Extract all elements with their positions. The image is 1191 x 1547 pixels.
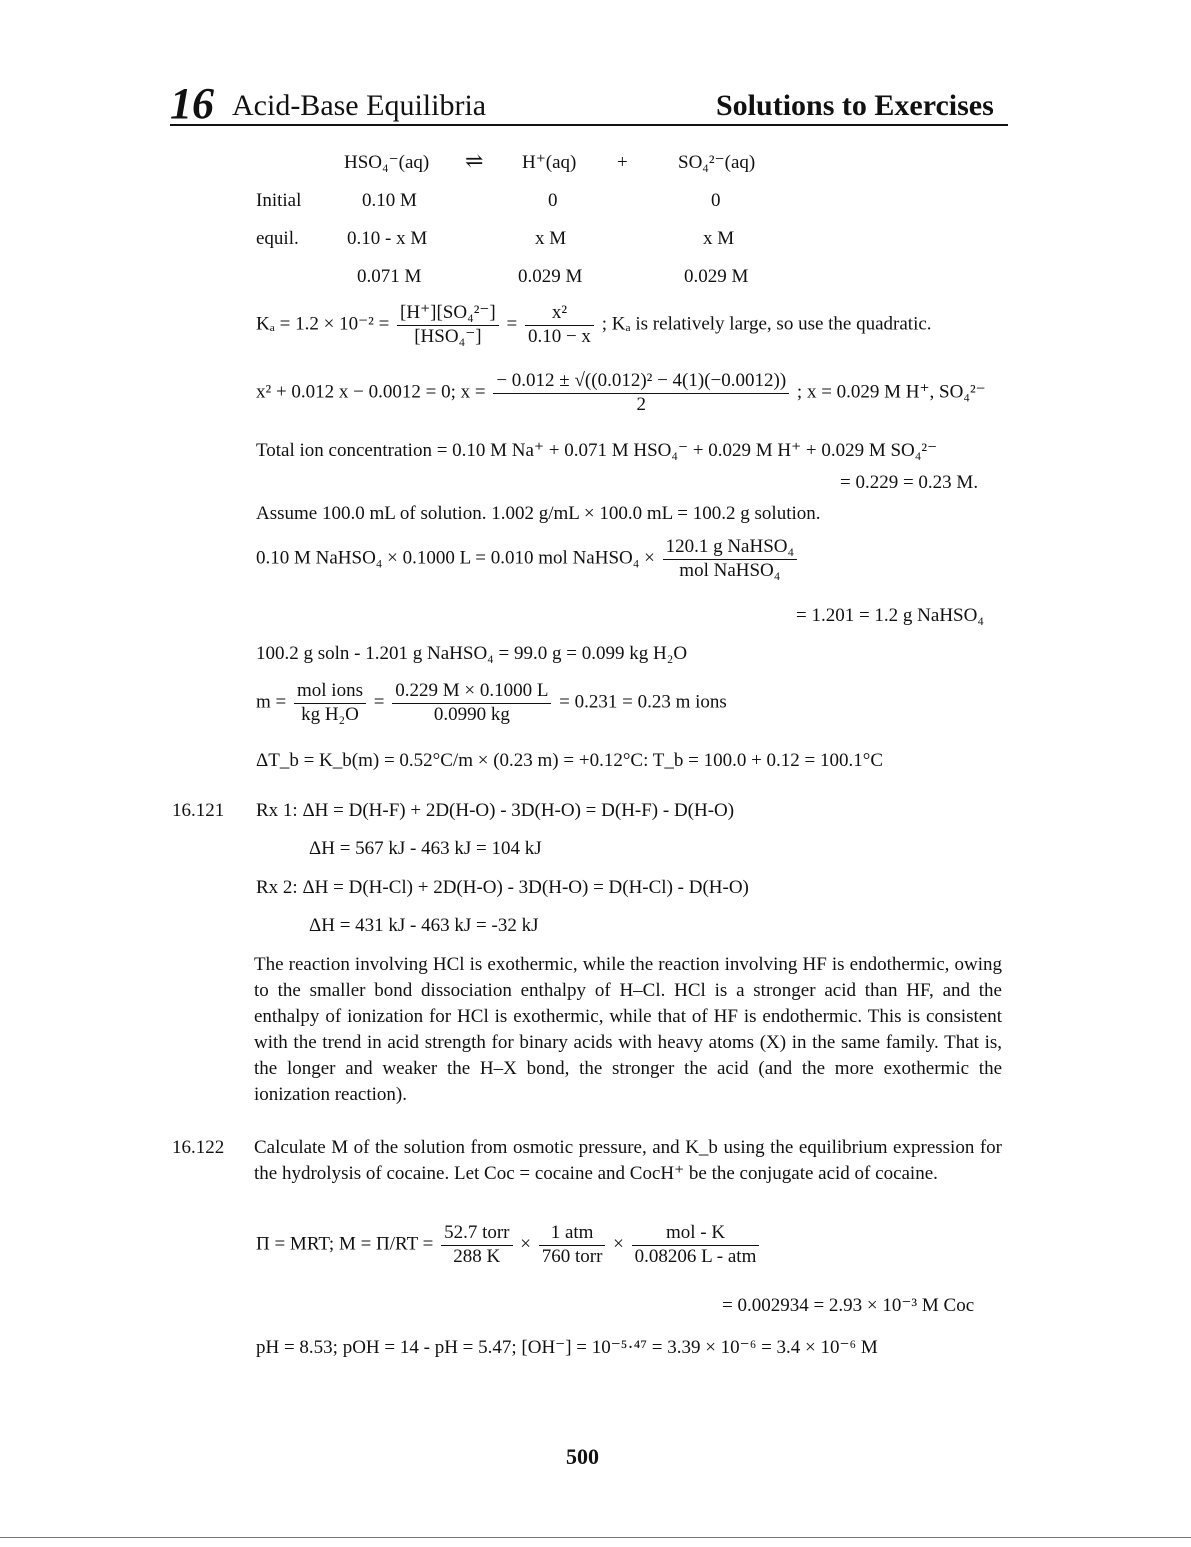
assume-line: Assume 100.0 mL of solution. 1.002 g/mL × 100.0 mL = 100.2 g solution. — [256, 503, 821, 524]
water-line: 100.2 g soln - 1.201 g NaHSO₄ = 99.0 g = 0.099 kg H₂O — [256, 643, 688, 664]
ka-tail: ; Kₐ is relatively large, so use the quadratic. — [601, 313, 932, 335]
osmotic-result: = 0.002934 = 2.93 × 10⁻³ M Coc — [722, 1295, 975, 1316]
quadratic-fraction: $\frac{\text{− 0.012 ± √((0.012)² − 4(1)(−0.0012))}}{2}$ — [493, 370, 789, 417]
table-cell: x M — [703, 228, 735, 249]
table-cell: x M — [535, 228, 567, 249]
rx2-line: Rx 2: ΔH = D(H-Cl) + 2D(H-O) - 3D(H-O) = D(H-Cl) - D(H-O) — [256, 877, 749, 898]
osmotic-fraction-2: $\frac{\text{1 atm}}{\text{760 torr}}$ — [539, 1222, 606, 1269]
ka-lhs: Kₐ = 1.2 × 10⁻² = — [256, 313, 390, 335]
exercise-number: 16.121 — [172, 800, 225, 821]
table-plus: + — [617, 152, 628, 173]
table-reactant: HSO₄⁻(aq) — [344, 152, 430, 173]
rx1-line: Rx 1: ΔH = D(H-F) + 2D(H-O) - 3D(H-O) = D(H-F) - D(H-O) — [256, 800, 735, 821]
rx2-result: ΔH = 431 kJ - 463 kJ = -32 kJ — [309, 915, 539, 936]
osmotic-fraction-3: $\frac{\text{mol - K}}{\text{0.08206 L - atm}}$ — [632, 1222, 760, 1269]
table-cell: 0 — [711, 190, 721, 211]
molality-fraction-2: $\frac{0.229 M \times 0.1000 L}{0.0990 kg}$ — [392, 680, 551, 727]
osmotic-equation: Π = MRT; M = Π/RT = $\frac{\text{52.7 torr}}{288 K}$ × $\frac{\text{1 atm}}{\text{760 torr}}$ × $\frac{\text{mol - K}}{\text{0.08206 L - atm}}$ — [256, 1222, 762, 1269]
nahso4-result: = 1.201 = 1.2 g NaHSO₄ — [796, 605, 984, 626]
molality-equation: m = $\frac{\text{mol ions}}{\text{kg H₂O}}$ = $\frac{0.229 M \times 0.1000 L}{0.0990 kg}$ = 0.231 = 0.23 m ions — [256, 680, 727, 725]
page-number: 500 — [566, 1444, 599, 1469]
equilibrium-arrow: ⇌ — [465, 148, 484, 173]
ka-fraction-2: $\frac{\text{x²}}{0.10 - x}$ — [525, 302, 594, 349]
table-row-label: equil. — [256, 228, 299, 249]
ka-fraction-1: $\frac{\text{[H⁺][SO₄²⁻]}}{\text{[HSO₄⁻]}}$ — [397, 302, 499, 349]
total-ion-result: = 0.229 = 0.23 M. — [840, 472, 979, 493]
nahso4-equation: 0.10 M NaHSO₄ × 0.1000 L = 0.010 mol NaHSO₄ × $\frac{\text{120.1 g NaHSO₄}}{\text{mol NaHSO₄}}$ — [256, 536, 800, 583]
bottom-rule — [0, 1537, 1191, 1538]
table-cell: 0.10 - x M — [347, 228, 428, 249]
nahso4-fraction: $\frac{\text{120.1 g NaHSO₄}}{\text{mol NaHSO₄}}$ — [663, 536, 798, 583]
table-cell: 0 — [548, 190, 558, 211]
ph-line: pH = 8.53; pOH = 14 - pH = 5.47; [OH⁻] = 10⁻⁵·⁴⁷ = 3.39 × 10⁻⁶ = 3.4 × 10⁻⁶ M — [256, 1337, 878, 1358]
table-cell: 0.029 M — [518, 266, 583, 287]
ex122-paragraph: Calculate M of the solution from osmotic pressure, and K_b using the equilibrium expression for the hydrolysis of cocaine. Let Coc = cocaine and CocH⁺ be the conjugate acid of cocaine. — [254, 1137, 1002, 1184]
table-product1: H⁺(aq) — [522, 152, 577, 173]
osmotic-fraction-1: $\frac{\text{52.7 torr}}{288 K}$ — [441, 1222, 512, 1269]
header-rule — [170, 124, 1008, 126]
rx1-result: ΔH = 567 kJ - 463 kJ = 104 kJ — [309, 838, 542, 859]
chapter-title: Acid-Base Equilibria — [232, 89, 487, 122]
exercise-number: 16.122 — [172, 1137, 225, 1158]
total-ion-line: Total ion concentration = 0.10 M Na⁺ + 0.071 M HSO₄⁻ + 0.029 M H⁺ + 0.029 M SO₄²⁻ — [256, 440, 938, 461]
table-cell: 0.029 M — [684, 266, 749, 287]
table-row-label: Initial — [256, 190, 302, 211]
delta-tb-line: ΔT_b = K_b(m) = 0.52°C/m × (0.23 m) = +0.12°C: T_b = 100.0 + 0.12 = 100.1°C — [256, 750, 884, 771]
molality-fraction-1: $\frac{\text{mol ions}}{\text{kg H₂O}}$ — [294, 680, 366, 727]
ex121-paragraph: The reaction involving HCl is exothermic, while the reaction involving HF is endothermic, owing to the smaller bond dissociation enthalpy of H–Cl. HCl is a stronger acid than HF, and the enthalpy of ionization for HCl is exothermic, while that of HF is endothermic. This is consistent with the trend in acid strength for binary acids with heavy atoms (X) in the same family. That is, the longer and weaker the H–X bond, the stronger the acid (and the more exothermic the ionization reaction). — [254, 954, 1002, 1105]
section-title: Solutions to Exercises — [716, 89, 994, 122]
table-product2: SO₄²⁻(aq) — [678, 152, 756, 173]
quadratic-equation: x² + 0.012 x − 0.0012 = 0; x = $\frac{\text{− 0.012 ± √((0.012)² − 4(1)(−0.0012))}}{2}$ ; x = 0.029 M H⁺, SO₄²⁻ — [256, 370, 986, 415]
chapter-number: 16 — [170, 79, 214, 128]
table-cell: 0.10 M — [362, 190, 417, 211]
ka-equation: Kₐ = 1.2 × 10⁻² = $\frac{\text{[H⁺][SO₄²⁻]}}{\text{[HSO₄⁻]}}$ = $\frac{\text{x²}}{0.10 - x}$ ; Kₐ is relatively large, so use the quadratic. — [256, 302, 932, 347]
table-cell: 0.071 M — [357, 266, 422, 287]
